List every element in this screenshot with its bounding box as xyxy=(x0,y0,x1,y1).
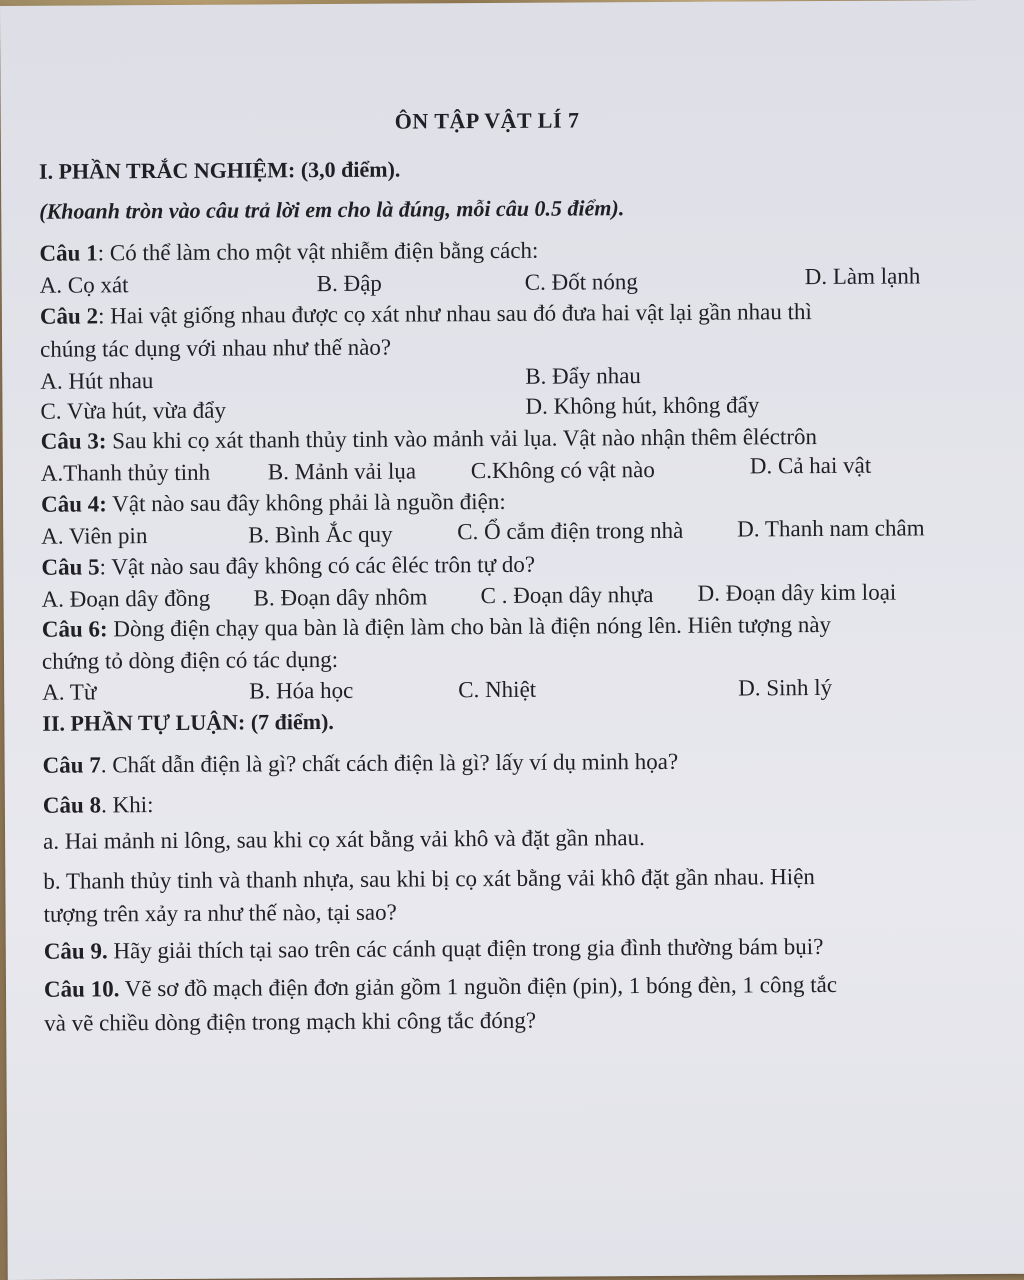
question-label: Câu 2 xyxy=(39,303,99,329)
section-1-heading: I. PHẦN TRẮC NGHIỆM: (3,0 điểm). xyxy=(38,156,401,184)
question-7 xyxy=(43,748,679,780)
question-6 xyxy=(42,611,831,644)
question-label: Câu 4: xyxy=(40,491,107,517)
question-text: Vật nào sau đây không phải là nguồn điện: xyxy=(112,488,506,517)
q1-option-a[interactable]: A. Cọ xát xyxy=(39,272,129,298)
q3-option-d[interactable]: D. Cả hai vật xyxy=(749,452,872,479)
question-label: Câu 1 xyxy=(39,240,98,266)
question-8-part-b: b. Thanh thủy tinh và thanh nhựa, sau khi bị cọ xát bằng vải khô đặt gần nhau. Hiện xyxy=(43,864,815,894)
question-text: Sau khi cọ xát thanh thủy tinh vào mảnh vải lụa. Vật nào nhận thêm êléctrôn xyxy=(112,424,818,454)
question-text: Vẽ sơ đồ mạch điện đơn giản gồm 1 nguồn điện (pin), 1 bóng đèn, 1 công tắc xyxy=(119,971,838,1002)
q2-option-a[interactable]: A. Hút nhau xyxy=(40,368,154,394)
question-text: . Chất dẫn điện là gì? chất cách điện là gì? lấy ví dụ minh họa? xyxy=(100,748,679,778)
q5-option-b[interactable]: B. Đoạn dây nhôm xyxy=(253,584,428,611)
q4-option-b[interactable]: B. Bình Ắc quy xyxy=(248,521,393,548)
section-2-heading: II. PHẦN TỰ LUẬN: (7 điểm). xyxy=(42,708,334,736)
question-label: Câu 7 xyxy=(42,752,101,778)
question-2: Câu 2: Hai vật giống nhau được cọ xát như nhau sau đó đưa hai vật lại gần nhau thì xyxy=(39,299,812,329)
question-8 xyxy=(43,791,154,820)
q3-option-c[interactable]: C.Không có vật nào xyxy=(470,457,655,484)
q4-option-a[interactable]: A. Viên pin xyxy=(41,523,148,549)
q6-option-c[interactable]: C. Nhiệt xyxy=(458,676,537,703)
section-1-instruction: (Khoanh tròn vào câu trả lời em cho là đúng, mỗi câu 0.5 điểm). xyxy=(39,195,625,224)
q1-option-d[interactable]: D. Làm lạnh xyxy=(804,263,921,290)
question-text: Hãy giải thích tại sao trên các cánh quạt điện trong gia đình thường bám bụi? xyxy=(107,933,824,964)
q2-option-d[interactable]: D. Không hút, không đẩy xyxy=(525,392,760,419)
question-text: Có thể làm cho một vật nhiễm điện bằng cách: xyxy=(109,237,539,266)
question-8-part-a: a. Hai mảnh ni lông, sau khi cọ xát bằng vải khô và đặt gần nhau. xyxy=(43,825,645,854)
question-text: . Khi: xyxy=(100,792,154,818)
q3-option-a[interactable]: A.Thanh thủy tinh xyxy=(40,459,211,486)
question-8-part-b-continued: tượng trên xảy ra như thế nào, tại sao? xyxy=(43,899,397,927)
question-6-continued: chứng tỏ dòng điện có tác dụng: xyxy=(41,646,339,674)
q6-option-a[interactable]: A. Từ xyxy=(42,679,97,705)
q6-option-d[interactable]: D. Sinh lý xyxy=(738,674,833,701)
question-label: Câu 6: xyxy=(41,616,108,642)
question-2-continued: chúng tác dụng với nhau như thế nào? xyxy=(40,334,392,362)
question-label: Câu 10. xyxy=(43,976,120,1002)
q1-option-c[interactable]: C. Đốt nóng xyxy=(524,269,638,295)
q2-option-b[interactable]: B. Đẩy nhau xyxy=(525,363,641,389)
question-text: Dòng điện chạy qua bàn là điện làm cho bàn là điện nóng lên. Hiên tượng này xyxy=(113,611,832,642)
q5-option-d[interactable]: D. Đoạn dây kim loại xyxy=(697,579,897,606)
q6-option-b[interactable]: B. Hóa học xyxy=(249,677,354,704)
question-10-continued: và vẽ chiều dòng điện trong mạch khi công tắc đóng? xyxy=(44,1007,537,1036)
q4-option-d[interactable]: D. Thanh nam châm xyxy=(737,515,925,542)
question-label: Câu 8 xyxy=(42,792,102,818)
question-label: Câu 9. xyxy=(43,938,108,964)
q5-option-a[interactable]: A. Đoạn dây đồng xyxy=(41,585,211,612)
q1-option-b[interactable]: B. Đập xyxy=(316,270,382,297)
question-label: Câu 5 xyxy=(41,554,100,580)
page-title: ÔN TẬP VẬT LÍ 7 xyxy=(394,107,580,134)
question-5: Câu 5: Vật nào sau đây không có các êléc trôn tự do? xyxy=(41,551,536,580)
question-text: Hai vật giống nhau được cọ xát như nhau sau đó đưa hai vật lại gần nhau thì xyxy=(110,299,812,329)
q5-option-c[interactable]: C . Đoạn dây nhựa xyxy=(480,582,654,609)
q3-option-b[interactable]: B. Mảnh vải lụa xyxy=(267,458,417,485)
question-9 xyxy=(44,933,824,966)
q2-option-c[interactable]: C. Vừa hút, vừa đẩy xyxy=(40,397,227,424)
question-4 xyxy=(41,488,506,519)
question-label: Câu 3: xyxy=(40,428,107,454)
q4-option-c[interactable]: C. Ổ cắm điện trong nhà xyxy=(457,517,684,545)
question-10 xyxy=(44,971,837,1004)
question-1: Câu 1: Có thể làm cho một vật nhiễm điện bằng cách: xyxy=(39,237,539,266)
question-3 xyxy=(41,423,817,456)
question-text: Vật nào sau đây không có các êléc trôn tự do? xyxy=(111,551,536,580)
